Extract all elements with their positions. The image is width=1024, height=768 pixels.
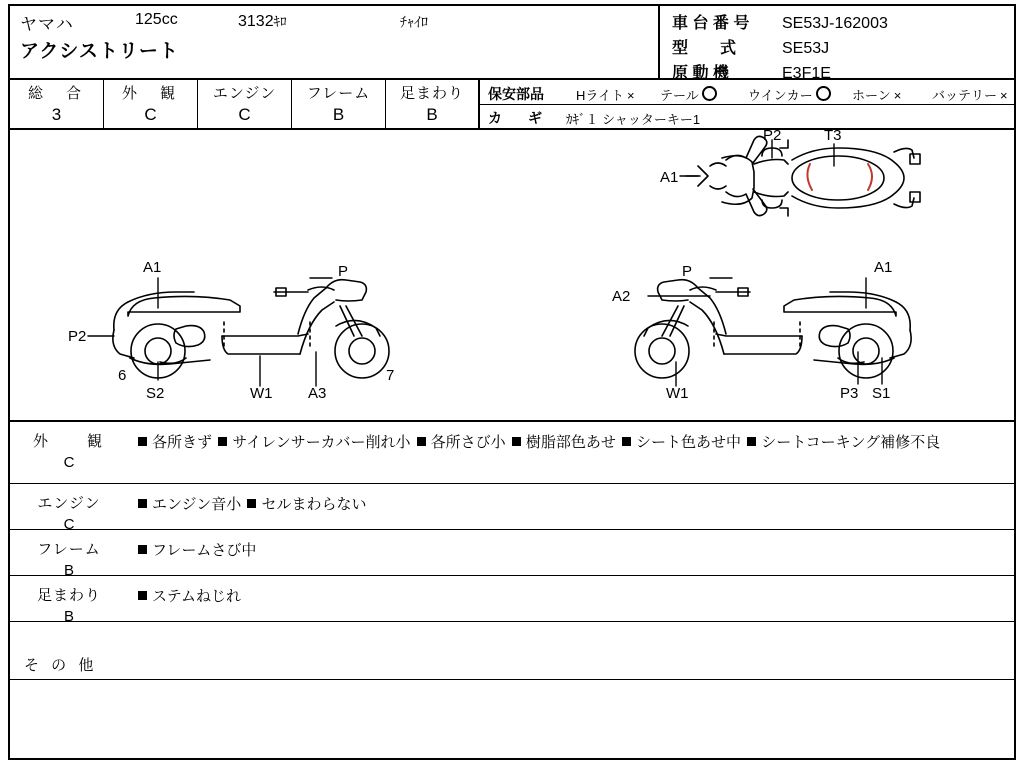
type-row [672, 35, 829, 58]
key-label: カ ギ [488, 110, 548, 126]
type-value: SE53J [782, 40, 830, 57]
grade-frame [292, 80, 386, 128]
type-label: 型 式 [672, 40, 737, 57]
comment-item: シート色あせ中 [636, 434, 742, 451]
grade-frame-value: B [332, 105, 345, 124]
comment-text-engine [136, 484, 1014, 524]
other-row [10, 622, 1014, 680]
key-value: ｶｷﾞ１ シャッターキー1 [566, 112, 701, 127]
grade-engine-label: エンジン [212, 85, 277, 102]
grades-row [10, 80, 1014, 130]
body-color: ﾁｬｲﾛ [400, 14, 428, 30]
maker-name: ヤマハ [20, 15, 74, 34]
label-left-a1: A1 [143, 259, 162, 276]
label-right-a1: A1 [874, 259, 893, 276]
bullet-icon [622, 437, 631, 446]
bullet-icon [218, 437, 227, 446]
comment-item: フレームさび中 [152, 542, 257, 559]
circle-mark-icon [702, 86, 717, 101]
other-label: そ の 他 [24, 657, 98, 674]
comment-category-suspension-label: 足まわり [36, 587, 101, 604]
safety-item-headlight-mark: × [627, 88, 635, 103]
comment-category-frame [10, 530, 128, 579]
label-left-s2: S2 [146, 385, 165, 402]
safety-parts-label: 保安部品 [488, 86, 544, 102]
safety-item-headlight [576, 85, 635, 104]
bullet-icon [747, 437, 756, 446]
comment-category-engine [10, 484, 128, 533]
comment-category-frame-label: フレーム [37, 541, 101, 558]
grade-overall [10, 80, 104, 128]
bullet-icon [138, 545, 147, 554]
leader-lines [88, 140, 882, 386]
grade-engine-value: C [238, 105, 251, 124]
bullet-icon [417, 437, 426, 446]
comment-item: 樹脂部色あせ [525, 434, 616, 451]
comment-row-suspension [10, 576, 1014, 625]
top-view-damage-marks [807, 164, 872, 190]
circle-mark-icon [816, 86, 831, 101]
safety-parts-row [480, 80, 1014, 105]
displacement: 125cc [135, 11, 178, 28]
label-left-6: 6 [118, 367, 127, 384]
mileage-unit: ｷﾛ [273, 14, 287, 29]
safety-item-winker [748, 85, 831, 104]
safety-item-battery-mark: × [1000, 88, 1008, 103]
safety-item-winker-label: ウインカー [748, 88, 813, 103]
safety-item-taillight-label: テール [660, 88, 699, 103]
label-right-p: P [682, 263, 693, 280]
comment-item: 各所さび小 [430, 434, 506, 451]
label-right-w1: W1 [666, 385, 689, 402]
key-row [480, 105, 1014, 129]
comment-category-exterior [10, 422, 128, 471]
grade-suspension [386, 80, 480, 128]
safety-item-horn-label: ホーン [852, 88, 891, 103]
comment-category-engine-grade: C [63, 516, 75, 533]
blank-row [10, 680, 1014, 730]
chassis-number-row [672, 10, 888, 33]
comment-text-frame [136, 530, 1014, 570]
engine-label: 原 動 機 [672, 65, 729, 82]
comment-item: セルまわらない [261, 496, 367, 513]
label-right-p3: P3 [840, 385, 859, 402]
diagram-svg [10, 130, 1014, 420]
grade-exterior-value: C [144, 105, 157, 124]
grade-suspension-label: 足まわり [399, 85, 464, 102]
label-left-p: P [338, 263, 349, 280]
safety-parts-block [480, 80, 1014, 128]
comment-item: エンジン音小 [152, 496, 242, 513]
mileage [238, 11, 287, 31]
comment-category-suspension-grade: B [63, 608, 74, 625]
label-top-p2: P2 [763, 130, 782, 144]
comment-category-exterior-label: 外 観 [32, 433, 105, 450]
safety-item-taillight [660, 85, 717, 104]
comment-item: ステムねじれ [152, 588, 241, 605]
comment-text-exterior [136, 422, 1014, 462]
comment-item: シートコーキング補修不良 [761, 434, 941, 451]
header-left [10, 6, 658, 78]
comment-text-suspension [136, 576, 1014, 616]
label-left-7: 7 [386, 367, 395, 384]
safety-item-battery [932, 85, 1008, 104]
comment-row-engine [10, 484, 1014, 533]
damage-diagram [10, 130, 1014, 422]
safety-item-battery-label: バッテリー [932, 88, 998, 103]
header-right [658, 6, 1014, 82]
comment-item: 各所きず [152, 434, 213, 451]
bullet-icon [138, 591, 147, 600]
label-top-a1: A1 [660, 169, 679, 186]
engine-value: E3F1E [782, 65, 831, 82]
label-left-a3: A3 [308, 385, 327, 402]
chassis-number-label: 車 台 番 号 [672, 15, 750, 32]
safety-item-horn [852, 85, 901, 104]
left-side-drawing [113, 280, 389, 378]
bullet-icon [138, 437, 147, 446]
comment-item: サイレンサーカバー削れ小 [232, 434, 411, 451]
bullet-icon [138, 499, 147, 508]
label-left-w1: W1 [250, 385, 273, 402]
label-right-a2: A2 [612, 288, 631, 305]
top-view-drawing [686, 136, 920, 216]
inspection-sheet [8, 4, 1016, 760]
chassis-number-value: SE53J-162003 [782, 15, 888, 32]
mileage-value: 3132 [238, 13, 274, 30]
grade-exterior-label: 外 観 [121, 85, 179, 102]
grade-suspension-value: B [426, 105, 438, 124]
comment-row-exterior [10, 422, 1014, 484]
header [10, 6, 1014, 80]
model-name: アクシストリート [20, 41, 179, 62]
grade-overall-label: 総 合 [27, 85, 85, 102]
grade-frame-label: フレーム [306, 85, 371, 102]
comment-category-suspension [10, 576, 128, 625]
comment-category-exterior-grade: C [63, 454, 75, 471]
comment-row-frame [10, 530, 1014, 579]
grade-exterior [104, 80, 198, 128]
label-left-p2: P2 [68, 328, 87, 345]
comment-category-frame-grade: B [63, 562, 74, 579]
grade-engine [198, 80, 292, 128]
safety-item-headlight-label: Hライト [576, 88, 624, 103]
bullet-icon [247, 499, 256, 508]
label-top-t3: T3 [824, 130, 842, 144]
grade-overall-value: 3 [51, 105, 62, 124]
comment-category-engine-label: エンジン [37, 495, 101, 512]
label-right-s1: S1 [872, 385, 891, 402]
safety-item-horn-mark: × [893, 88, 902, 103]
bullet-icon [512, 437, 521, 446]
